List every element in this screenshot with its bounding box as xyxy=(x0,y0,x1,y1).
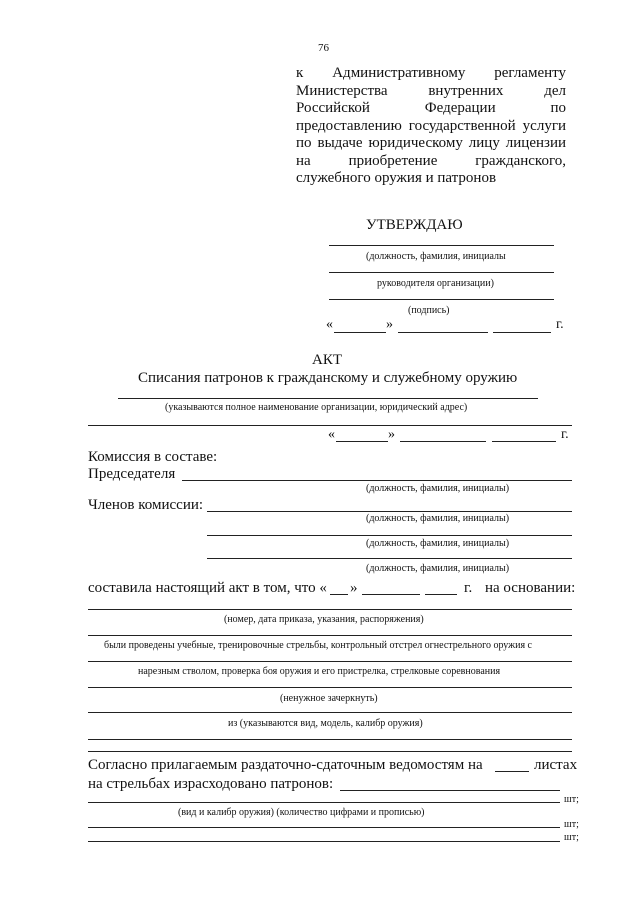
cartridge-row-line[interactable] xyxy=(88,802,560,803)
member-caption: (должность, фамилия, инициалы) xyxy=(366,538,510,549)
approval-caption: (подпись) xyxy=(408,305,450,316)
weapon-line[interactable] xyxy=(88,739,572,740)
weapon-caption: из (указываются вид, модель, калибр оружия) xyxy=(228,718,423,729)
approval-date-close: » xyxy=(386,317,393,332)
member-caption: (должность, фамилия, инициалы) xyxy=(366,513,510,524)
page-number: 76 xyxy=(318,42,329,54)
header-line: к Административному регламенту xyxy=(296,65,566,81)
header-line: Российской Федерации по xyxy=(296,100,566,116)
conducted-line[interactable] xyxy=(88,661,572,662)
cartridge-row-line[interactable] xyxy=(88,841,560,842)
commission-heading: Комиссия в составе: xyxy=(88,449,218,465)
conducted-text: нарезным стволом, проверка боя оружия и его пристрелка, стрелковые соревнования xyxy=(138,666,501,677)
header-line: на приобретение гражданского, xyxy=(296,152,566,169)
chairman-line[interactable] xyxy=(182,480,572,481)
header-line: предоставлению государственной услуги xyxy=(296,117,566,134)
statement-year-line[interactable] xyxy=(425,594,457,595)
member-line[interactable] xyxy=(207,558,572,559)
header-line: Министерства внутренних дел xyxy=(296,82,566,99)
act-date-year-line[interactable] xyxy=(492,441,556,442)
approval-title: УТВЕРЖДАЮ xyxy=(366,217,463,233)
act-date-day-line[interactable] xyxy=(336,441,388,442)
approval-caption: руководителя организации) xyxy=(377,278,494,289)
unit-label: шт; xyxy=(564,794,579,805)
regulation-header xyxy=(296,65,566,188)
strike-caption: (ненужное зачеркнуть) xyxy=(280,693,378,704)
chairman-label: Председателя xyxy=(88,466,176,482)
approval-date-month-line[interactable] xyxy=(398,332,488,333)
members-label: Членов комиссии: xyxy=(88,497,204,513)
approval-date-year-line[interactable] xyxy=(493,332,551,333)
act-subtitle: Списания патронов к гражданскому и служебному оружию xyxy=(138,370,518,386)
approval-date-open: « xyxy=(326,317,333,332)
organization-line[interactable] xyxy=(118,398,538,399)
order-line[interactable] xyxy=(88,609,572,610)
conducted-line[interactable] xyxy=(88,687,572,688)
statement-year-label: г. xyxy=(464,580,473,596)
act-title: АКТ xyxy=(312,352,342,368)
approval-signature-line[interactable] xyxy=(329,299,554,300)
order-caption: (номер, дата приказа, указания, распоряжения) xyxy=(224,614,424,625)
sheets-text-end: листах xyxy=(534,757,578,773)
chairman-caption: (должность, фамилия, инициалы) xyxy=(366,483,510,494)
sheets-text: Согласно прилагаемым раздаточно-сдаточным ведомостям на xyxy=(88,757,483,773)
member-line[interactable] xyxy=(207,511,572,512)
header-line: служебного оружия и патронов xyxy=(296,170,497,186)
spent-line[interactable] xyxy=(340,790,560,791)
act-date-open: « xyxy=(328,427,335,442)
sheets-count-line[interactable] xyxy=(495,771,529,772)
approval-date-day-line[interactable] xyxy=(334,332,386,333)
approval-position-line[interactable] xyxy=(329,245,554,246)
weapon-line[interactable] xyxy=(88,712,572,713)
statement-day-line[interactable] xyxy=(330,594,348,595)
statement-month-line[interactable] xyxy=(362,594,420,595)
member-line[interactable] xyxy=(207,535,572,536)
approval-year-label: г. xyxy=(556,317,564,332)
act-date-close: » xyxy=(388,427,395,442)
statement-basis-label: на основании: xyxy=(485,580,576,596)
approval-head-line[interactable] xyxy=(329,272,554,273)
spent-text: на стрельбах израсходовано патронов: xyxy=(88,776,334,792)
weapon-line[interactable] xyxy=(88,751,572,752)
conducted-text: были проведены учебные, тренировочные стрельбы, контрольный отстрел огнестрельного оружия с xyxy=(104,640,532,651)
order-line-2[interactable] xyxy=(88,635,572,636)
cartridge-row-line[interactable] xyxy=(88,827,560,828)
act-date-month-line[interactable] xyxy=(400,441,486,442)
organization-caption: (указываются полное наименование организации, юридический адрес) xyxy=(165,402,468,413)
statement-start: составила настоящий акт в том, что « xyxy=(88,580,327,596)
organization-address-line[interactable] xyxy=(88,425,572,426)
unit-label: шт; xyxy=(564,819,579,830)
header-line: по выдаче юридическому лицу лицензии xyxy=(296,135,566,151)
member-caption: (должность, фамилия, инициалы) xyxy=(366,563,510,574)
row-caption: (вид и калибр оружия) (количество цифрами и прописью) xyxy=(178,807,425,818)
act-year-label: г. xyxy=(561,427,569,442)
unit-label: шт; xyxy=(564,832,579,843)
approval-caption: (должность, фамилия, инициалы xyxy=(366,251,506,262)
statement-date-close: » xyxy=(350,580,358,596)
